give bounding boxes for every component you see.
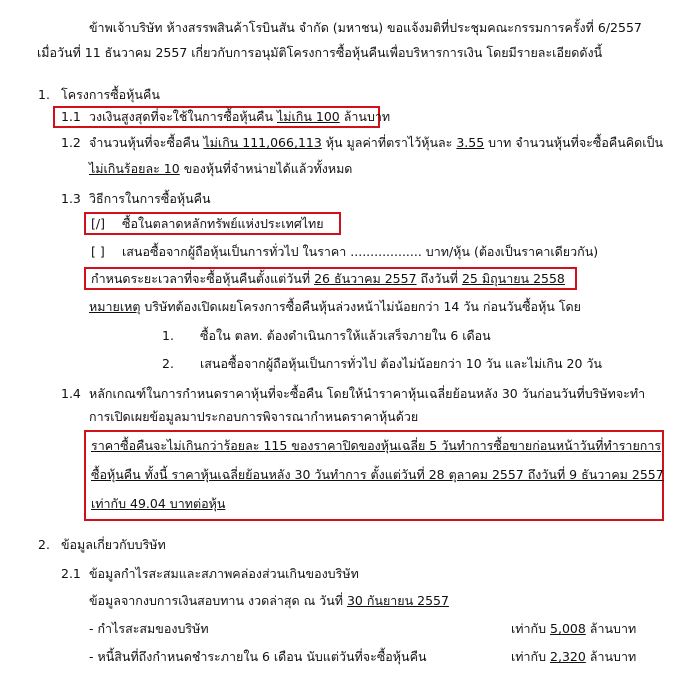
price-line-3: เท่ากับ 49.04 บาทต่อหุ้น: [91, 496, 226, 511]
section-2-title: ข้อมูลเกี่ยวกับบริษัท: [61, 537, 166, 552]
item-2-1-source: ข้อมูลจากงบการเงินสอบทาน งวดล่าสุด ณ วันที่ 30 กันยายน 2557: [89, 593, 449, 608]
item-2-1-number: 2.1: [61, 566, 81, 581]
intro-line-1: ข้าพเจ้าบริษัท ห้างสรรพสินค้าโรบินสัน จำกัด (มหาชน) ขอแจ้งมติที่ประชุมคณะกรรมการครั้งที่ 6/2557: [89, 20, 642, 35]
price-line-1: ราคาซื้อคืนจะไม่เกินกว่าร้อยละ 115 ของราคาปิดของหุ้นเฉลี่ย 5 วันทำการซื้อขายก่อนหน้าวันที่ทำรายการ: [91, 438, 662, 453]
item-1-4-number: 1.4: [61, 386, 81, 401]
liabilities-label: - หนี้สินที่ถึงกำหนดชำระภายใน 6 เดือน นับแต่วันที่จะซื้อหุ้นคืน: [89, 649, 427, 664]
option-1-label: ซื้อในตลาดหลักทรัพย์แห่งประเทศไทย: [122, 216, 324, 231]
section-2-number: 2.: [38, 537, 50, 552]
item-2-1-title: ข้อมูลกำไรสะสมและสภาพคล่องส่วนเกินของบริษัท: [89, 566, 359, 581]
section-1-title: โครงการซื้อหุ้นคืน: [61, 87, 160, 102]
note-line: หมายเหตุ บริษัทต้องเปิดเผยโครงการซื้อคืนหุ้นล่วงหน้าไม่น้อยกว่า 14 วัน ก่อนวันซื้อหุ้น โดย: [89, 299, 581, 314]
section-1-number: 1.: [38, 87, 50, 102]
item-1-2-number: 1.2: [61, 135, 81, 150]
retained-earnings-label: - กำไรสะสมของบริษัท: [89, 621, 209, 636]
option-2-checkbox: [ ]: [91, 244, 105, 259]
intro-line-2: เมื่อวันที่ 11 ธันวาคม 2557 เกี่ยวกับการอนุมัติโครงการซื้อหุ้นคืนเพื่อบริหารการเงิน โดยมีรายละเอียดดังนี้: [37, 45, 603, 60]
option-2-label: เสนอซื้อจากผู้ถือหุ้นเป็นการทั่วไป ในราคา .................. บาท/หุ้น (ต้องเป็นราคาเดียวกัน): [122, 244, 599, 259]
note-sub-1-text: ซื้อใน ตลท. ต้องดำเนินการให้แล้วเสร็จภายใน 6 เดือน: [200, 328, 491, 343]
item-1-2-line-2: ไม่เกินร้อยละ 10 ของหุ้นที่จำหน่ายได้แล้วทั้งหมด: [89, 161, 353, 176]
note-sub-1-number: 1.: [162, 328, 174, 343]
retained-earnings-value: เท่ากับ 5,008 ล้านบาท: [511, 621, 637, 636]
item-1-1-text: วงเงินสูงสุดที่จะใช้ในการซื้อหุ้นคืน ไม่เกิน 100 ล้านบาท: [89, 109, 391, 124]
note-sub-2-number: 2.: [162, 356, 174, 371]
item-1-3-number: 1.3: [61, 191, 81, 206]
item-1-2-line-1: จำนวนหุ้นที่จะซื้อคืน ไม่เกิน 111,066,113 หุ้น มูลค่าที่ตราไว้หุ้นละ 3.55 บาท จำนวนหุ้นที่จะซื้อคืนคิดเป็น: [89, 135, 663, 150]
item-1-4-line-2: การเปิดเผยข้อมูลมาประกอบการพิจารณากำหนดราคาหุ้นด้วย: [89, 409, 419, 424]
liabilities-value: เท่ากับ 2,320 ล้านบาท: [511, 649, 637, 664]
item-1-4-line-1: หลักเกณฑ์ในการกำหนดราคาหุ้นที่จะซื้อคืน โดยให้นำราคาหุ้นเฉลี่ยย้อนหลัง 30 วันก่อนวันที่บริษัทจะทำ: [89, 386, 646, 401]
option-1-checkbox: [/]: [91, 216, 105, 231]
buyback-period: กำหนดระยะเวลาที่จะซื้อหุ้นคืนตั้งแต่วันที่ 26 ธันวาคม 2557 ถึงวันที่ 25 มิถุนายน 2558: [91, 271, 565, 286]
item-1-3-title: วิธีการในการซื้อหุ้นคืน: [89, 191, 211, 206]
note-sub-2-text: เสนอซื้อจากผู้ถือหุ้นเป็นการทั่วไป ต้องไม่น้อยกว่า 10 วัน และไม่เกิน 20 วัน: [200, 356, 602, 371]
price-line-2: ซื้อหุ้นคืน ทั้งนี้ ราคาหุ้นเฉลี่ยย้อนหลัง 30 วันทำการ ตั้งแต่วันที่ 28 ตุลาคม 2557 ถึงวันที่ 9 ธันวาคม 2557: [91, 467, 664, 482]
item-1-1-number: 1.1: [61, 109, 81, 124]
